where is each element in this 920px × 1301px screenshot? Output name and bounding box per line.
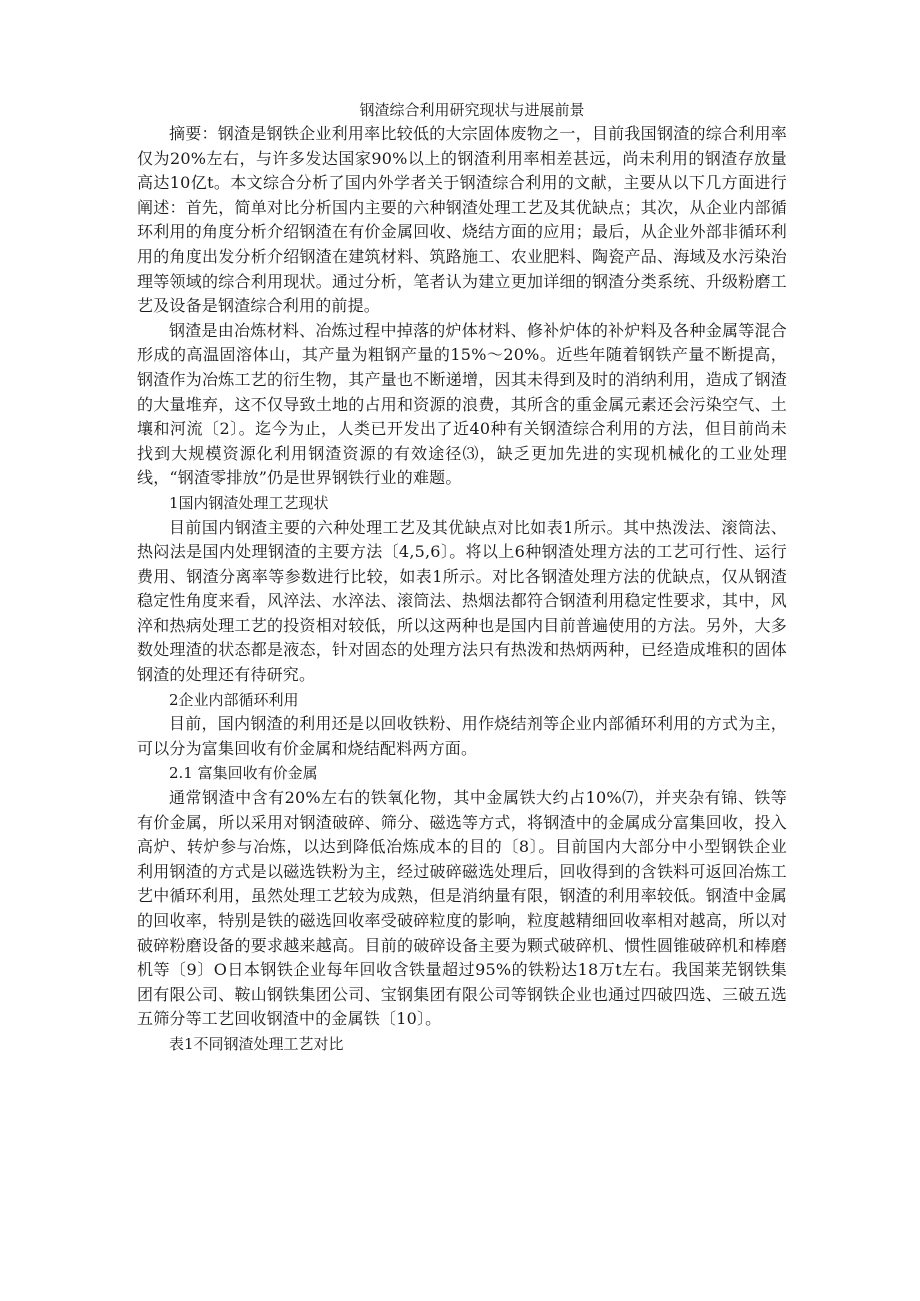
- section-1-paragraph: 目前国内钢渣主要的六种处理工艺及其优缺点对比如表1所示。其中热泼法、滚筒法、热闷法是国内处理钢渣的主要方法〔4,5,6〕。将以上6种钢渣处理方法的工艺可行性、运行费用、钢渣分离率等参数进行比较，如表1所示。对比各钢渣处理方法的优缺点，仅从钢渣稳定性角度来看，风淬法、水淬法、滚筒法、热烟法都符合钢渣利用稳定性要求，其中，风淬和热病处理工艺的投资相对较低，所以这两种也是国内目前普遍使用的方法。另外，大多数处理渣的状态都是液态，针对固态的处理方法只有热泼和热炳两种，已经造成堆积的固体钢渣的处理还有待研究。: [137, 517, 787, 685]
- section-1-heading: 1国内钢渣处理工艺现状: [169, 493, 329, 512]
- document-title: 钢渣综合利用研究现状与进展前景: [359, 101, 585, 119]
- document-page: [137, 98, 787, 1057]
- section-2-1-paragraph: 通常钢渣中含有20%左右的铁氧化物，其中金属铁大约占10%⑺，并夹杂有锦、铁等有价金属，所以采用对钢渣破碎、筛分、磁选等方式，将钢渣中的金属成分富集回收，投入高炉、转炉参与冶炼，以达到降低冶炼成本的目的〔8〕。目前国内大部分中小型钢铁企业利用钢渣的方式是以磁选铁粉为主，经过破碎磁选处理后，回收得到的含铁料可返回冶炼工艺中循环利用，虽然处理工艺较为成熟，但是消纳量有限，钢渣的利用率较低。钢渣中金属的回收率，特别是铁的磁选回收率受破碎粒度的影响，粒度越精细回收率相对越高，所以对破碎粉磨设备的要求越来越高。目前的破碎设备主要为颗式破碎机、惯性圆锥破碎机和棒磨机等〔9〕O日本钢铁企业每年回收含铁量超过95%的铁粉达18万t左右。我国莱芜钢铁集团有限公司、鞍山钢铁集团公司、宝钢集团有限公司等钢铁企业也通过四破四选、三破五选五筛分等工艺回收钢渣中的金属铁〔10〕。: [137, 788, 787, 1029]
- section-2-paragraph: 目前，国内钢渣的利用还是以回收铁粉、用作烧结剂等企业内部循环利用的方式为主，可以分为富集回收有价金属和烧结配料两方面。: [137, 714, 787, 758]
- table-caption: 表1不同钢渣处理工艺对比: [169, 1034, 344, 1053]
- section-2-heading: 2企业内部循环利用: [169, 690, 299, 709]
- section-2-1-heading: 2.1 富集回收有价金属: [169, 764, 318, 783]
- abstract-paragraph: 摘要：钢渣是钢铁企业利用率比较低的大宗固体废物之一，目前我国钢渣的综合利用率仅为20%左右，与许多发达国家90%以上的钢渣利用率相差甚远，尚未利用的钢渣存放量高达10亿t。本文综合分析了国内外学者关于钢渣综合利用的文献，主要从以下几方面进行阐述：首先，简单对比分析国内主要的六种钢渣处理工艺及其优缺点；其次，从企业内部循环利用的角度分析介绍钢渣在有价金属回收、烧结方面的应用；最后，从企业外部非循环利用的角度出发分析介绍钢渣在建筑材料、筑路施工、农业肥料、陶瓷产品、海域及水污染治理等领域的综合利用现状。通过分析，笔者认为建立更加详细的钢渣分类系统、升级粉磨工艺及设备是钢渣综合利用的前提。: [137, 124, 787, 316]
- intro-paragraph: 钢渣是由冶炼材料、冶炼过程中掉落的炉体材料、修补炉体的补炉料及各种金属等混合形成的高温固溶体山，其产量为粗钢产量的15%～20%。近些年随着钢铁产量不断提高，钢渣作为冶炼工艺的衍生物，其产量也不断递增，因其未得到及时的消纳利用，造成了钢渣的大量堆弃，这不仅导致土地的占用和资源的浪费，其所含的重金属元素还会污染空气、土壤和河流〔2〕。迄今为止，人类已开发出了近40种有关钢渣综合利用的方法，但目前尚未找到大规模资源化利用钢渣资源的有效途径⑶，缺乏更加先进的实现机械化的工业处理线，“钢渣零排放”仍是世界钢铁行业的难题。: [137, 320, 787, 488]
